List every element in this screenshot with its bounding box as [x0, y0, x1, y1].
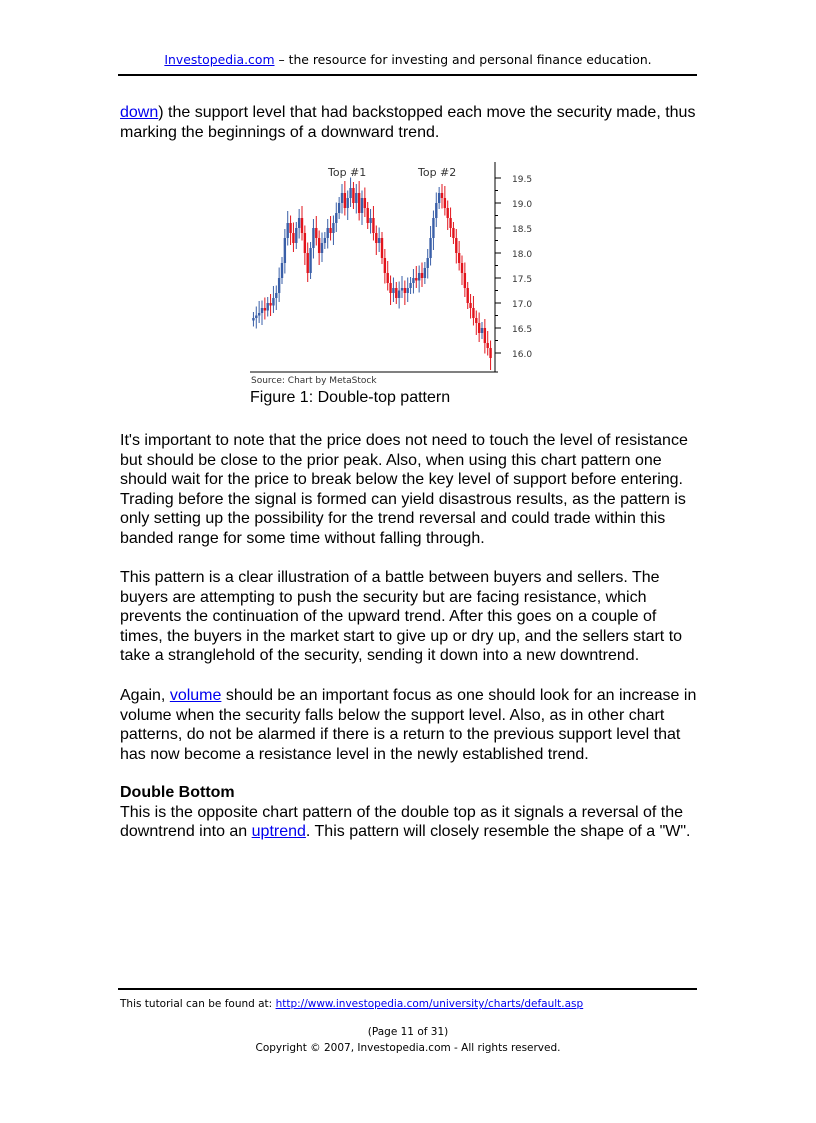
candle-body-16: [298, 218, 300, 228]
candle-body-54: [407, 288, 409, 293]
candle-body-31: [341, 193, 343, 203]
candle-body-53: [404, 288, 406, 293]
chart-svg: [248, 158, 538, 386]
candle-body-18: [304, 233, 306, 253]
volume-link[interactable]: volume: [169, 687, 222, 704]
y-tick-label-1: 19.0: [512, 200, 533, 210]
y-tick-label-0: 19.5: [512, 175, 533, 185]
section-paragraph: [120, 803, 700, 842]
candle-body-50: [395, 288, 397, 298]
candle-body-79: [478, 323, 480, 333]
candle-body-13: [289, 223, 291, 233]
annotation-top-2: Top #2: [418, 166, 457, 179]
candle-body-62: [429, 238, 431, 258]
candle-body-57: [415, 278, 417, 281]
candle-body-5: [267, 303, 269, 311]
candle-body-70: [452, 228, 454, 238]
double-bottom-section: [120, 783, 700, 842]
section-heading: Double Bottom: [120, 784, 235, 801]
candle-body-64: [435, 203, 437, 218]
candle-body-8: [275, 293, 277, 298]
candle-body-83: [489, 348, 491, 358]
candle-body-12: [287, 223, 289, 238]
candle-body-75: [467, 288, 469, 303]
candle-body-43: [375, 233, 377, 243]
figure-caption: Figure 1: Double-top pattern: [250, 389, 451, 406]
para3-before: Again,: [120, 687, 170, 704]
candle-body-29: [335, 213, 337, 223]
footer-center: [120, 1024, 696, 1056]
candle-body-81: [484, 328, 486, 343]
y-tick-label-2: 18.5: [512, 225, 533, 235]
header-tagline: – the resource for investing and personal finance education.: [274, 52, 652, 67]
candle-body-32: [344, 193, 346, 208]
paragraph-1: It's important to note that the price does not need to touch the level of resistance but should be close to the prior peak. Also, when using this chart pattern one should wait for the price to break below the key level of support before entering. Trading before the signal is formed can yield disastrous results, as the pattern is only setting up the possibility for the trend reversal and could trade within this banded range for some time without falling through.: [120, 432, 688, 547]
candle-body-61: [427, 258, 429, 268]
copyright: Copyright © 2007, Investopedia.com - All rights reserved.: [255, 1042, 561, 1054]
candle-body-24: [321, 243, 323, 253]
candle-body-52: [401, 288, 403, 291]
y-ticks-group: [495, 175, 532, 360]
page-number: (Page 11 of 31): [367, 1026, 449, 1038]
candle-body-69: [449, 218, 451, 228]
candle-body-49: [392, 288, 394, 293]
footer-url-line: [120, 998, 583, 1010]
y-tick-label-6: 16.5: [512, 325, 533, 335]
candle-body-20: [309, 248, 311, 273]
candle-body-22: [315, 228, 317, 238]
candle-body-6: [269, 303, 271, 306]
candle-body-1: [255, 316, 257, 319]
paragraph-3: [120, 686, 700, 764]
intro-text: ) the support level that had backstopped each move the security made, thus marking the beginnings of a downward trend.: [120, 104, 696, 141]
candle-body-74: [464, 273, 466, 288]
candle-body-55: [409, 283, 411, 288]
investopedia-link[interactable]: Investopedia.com: [164, 52, 275, 67]
candle-body-3: [261, 308, 263, 313]
candle-body-37: [358, 193, 360, 213]
intro-paragraph: [120, 103, 700, 142]
section-before: This is the opposite chart pattern of the double top as it signals a reversal of the downtrend into an: [120, 803, 683, 841]
candle-body-82: [487, 343, 489, 348]
y-tick-label-5: 17.0: [512, 300, 533, 310]
candle-body-30: [338, 203, 340, 213]
y-tick-label-3: 18.0: [512, 250, 533, 260]
candle-body-67: [444, 198, 446, 208]
candle-body-72: [458, 253, 460, 263]
section-after: . This pattern will closely resemble the shape of a "W".: [305, 823, 691, 841]
candle-body-44: [378, 238, 380, 243]
candle-body-9: [278, 278, 280, 293]
candle-body-48: [389, 283, 391, 293]
candle-body-77: [472, 308, 474, 318]
candle-body-39: [364, 198, 366, 208]
candle-body-17: [301, 218, 303, 233]
candle-body-58: [418, 273, 420, 281]
chart-source: Source: Chart by MetaStock: [251, 376, 377, 386]
candle-body-26: [327, 228, 329, 238]
candle-body-36: [355, 193, 357, 203]
candle-body-80: [481, 328, 483, 333]
candle-body-56: [412, 278, 414, 283]
paragraph-2: This pattern is a clear illustration of a battle between buyers and sellers. The buyers are attempting to push the security but are facing resistance, which prevents the continuation of the upward trend. After this goes on a couple of times, the buyers in the market start to give up or dry up, and the sellers start to take a stranglehold of the security, sending it down into a new downtrend.: [120, 569, 683, 665]
candle-body-10: [281, 263, 283, 278]
footer-label: This tutorial can be found at:: [120, 998, 276, 1010]
candle-body-60: [424, 268, 426, 278]
candle-body-76: [469, 303, 471, 308]
candle-body-38: [361, 198, 363, 213]
candle-body-71: [455, 238, 457, 253]
candle-body-15: [295, 228, 297, 243]
candle-body-68: [447, 208, 449, 218]
candle-body-33: [347, 198, 349, 208]
candle-body-27: [329, 228, 331, 233]
candle-body-2: [258, 313, 260, 316]
candle-body-28: [332, 223, 334, 233]
candle-body-63: [432, 218, 434, 238]
candle-body-46: [384, 258, 386, 273]
candle-body-65: [438, 193, 440, 203]
candle-body-45: [381, 238, 383, 258]
candle-body-47: [387, 273, 389, 283]
candle-body-7: [272, 298, 274, 306]
candle-body-35: [352, 188, 354, 203]
candle-body-0: [252, 318, 254, 321]
y-tick-label-7: 16.0: [512, 350, 533, 360]
tutorial-url-link[interactable]: http://www.investopedia.com/university/charts/default.asp: [275, 998, 584, 1010]
page-header: [120, 52, 696, 67]
y-tick-label-4: 17.5: [512, 275, 533, 285]
candle-body-41: [369, 218, 371, 223]
candle-body-34: [349, 188, 351, 198]
candle-body-19: [307, 253, 309, 273]
header-rule: [118, 74, 697, 76]
candle-body-66: [441, 193, 443, 198]
candle-body-4: [264, 308, 266, 311]
candle-body-23: [318, 238, 320, 253]
candle-body-40: [367, 208, 369, 223]
uptrend-link[interactable]: uptrend: [251, 823, 306, 841]
candle-body-59: [421, 273, 423, 278]
footer-rule: [118, 988, 697, 990]
candle-body-73: [461, 263, 463, 273]
candle-body-21: [312, 228, 314, 248]
annotation-top-1: Top #1: [328, 166, 367, 179]
candle-body-14: [292, 233, 294, 243]
candle-body-11: [284, 238, 286, 263]
candle-body-78: [475, 318, 477, 323]
candle-body-42: [372, 218, 374, 233]
para3-after: should be an important focus as one should look for an increase in volume when the security falls below the support level. Also, as in other chart patterns, do not be alarmed if there is a return to the previous support level that has now become a resistance level in the newly established trend.: [120, 687, 697, 763]
candle-body-25: [324, 238, 326, 243]
double-top-chart: [248, 158, 538, 386]
candles-group: [252, 178, 492, 371]
candle-body-51: [398, 291, 400, 299]
down-link[interactable]: down: [120, 104, 159, 121]
